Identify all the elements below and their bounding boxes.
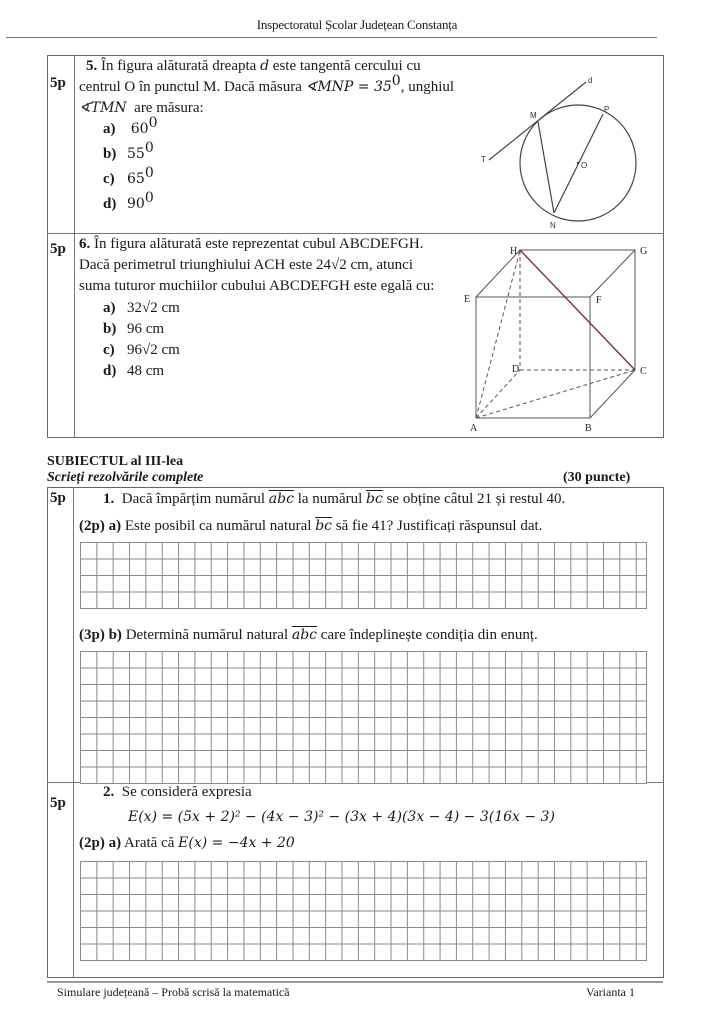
label-M: M	[530, 111, 537, 120]
points-column-divider	[73, 487, 74, 978]
problem2-statement: 2. Se consideră expresia	[103, 784, 252, 800]
item5-line3: ∢TMN are măsura:	[79, 100, 204, 116]
item6-line1: 6. În figura alăturată este reprezentat cubul ABCDEFGH.	[79, 236, 424, 252]
item5-line1: 5. În figura alăturată dreapta d este tangentă cercului cu	[86, 58, 421, 74]
circle-tangent-figure	[460, 60, 640, 235]
footer-exam-name: Simulare județeană – Probă scrisă la matematică	[57, 985, 290, 999]
answer-grid-2a[interactable]	[80, 861, 647, 961]
option-a[interactable]: a) 32√2 cm	[103, 300, 180, 316]
label-O: O	[581, 161, 588, 170]
cube-figure	[460, 235, 660, 435]
center-O	[577, 162, 579, 164]
tangent-line-d	[489, 82, 586, 160]
problem2-part-a: (2p) a) Arată că E(x) = −4x + 20	[79, 835, 295, 851]
label-E: E	[464, 294, 471, 305]
problem1-part-a: (2p) a) Este posibil ca numărul natural $\overline{bc}$ să fie 41? Justificați răspunsul dat.	[79, 518, 543, 534]
subject3-subtitle: Scrieți rezolvările complete	[47, 470, 204, 485]
label-C: C	[640, 366, 647, 377]
label-F: F	[596, 295, 602, 306]
footer-variant: Varianta 1	[586, 985, 635, 999]
problem1-statement: 1. Dacă împărțim numărul $\overline{abc}$ la numărul $\overline{bc}$ se obține câtul 21 și restul 40.	[103, 491, 566, 507]
item6-points: 5p	[50, 241, 66, 257]
option-b[interactable]: b) 96 cm	[103, 321, 165, 337]
item5-points: 5p	[50, 75, 66, 91]
item6-line2: Dacă perimetrul triunghiului ACH este 24√2 cm, atunci	[79, 257, 413, 273]
label-B: B	[585, 423, 592, 434]
points-column-divider	[74, 55, 75, 438]
item5-options	[103, 115, 158, 218]
problem2-points: 5p	[50, 795, 66, 811]
label-H: H	[510, 246, 518, 257]
diag-AH	[476, 250, 520, 418]
subject3-title: SUBIECTUL al III-lea	[47, 454, 184, 469]
diag-AC	[476, 370, 635, 418]
option-d[interactable]: d) 48 cm	[103, 363, 165, 379]
problem1-points: 5p	[50, 490, 66, 506]
label-N: N	[550, 221, 556, 230]
footer-divider	[47, 981, 663, 983]
header-divider	[6, 37, 657, 38]
label-D: D	[512, 364, 520, 375]
item6-options	[103, 297, 180, 381]
label-T: T	[481, 155, 486, 164]
label-G: G	[640, 246, 648, 257]
top-face	[476, 250, 635, 297]
label-A: A	[470, 423, 478, 434]
chord-MN	[538, 122, 554, 213]
option-c[interactable]: c) $65^0$	[103, 165, 154, 187]
problem2-expression: E(x) = (5x + 2)² − (4x − 3)² − (3x + 4)(3x − 4) − 3(16x − 3)	[128, 809, 555, 825]
problem2-number: 2.	[103, 784, 115, 800]
option-c[interactable]: c) 96√2 cm	[103, 342, 180, 358]
item5-line2: centrul O în punctul M. Dacă măsura ∢MNP = $35^0$, unghiul	[79, 73, 455, 95]
label-d: d	[588, 76, 593, 85]
label-P: P	[604, 105, 610, 114]
option-d[interactable]: d) $90^0$	[103, 190, 154, 212]
answer-grid-1a[interactable]	[80, 542, 647, 609]
page-header-title: Inspectoratul Școlar Județean Constanța	[256, 17, 458, 32]
item5-number: 5.	[86, 58, 98, 74]
problem1-number: 1.	[103, 491, 115, 507]
subject3-total-points: (30 puncte)	[563, 470, 631, 485]
item6-line3: suma tuturor muchiilor cubului ABCDEFGH este egală cu:	[79, 278, 435, 294]
item6-number: 6.	[79, 236, 91, 252]
problem1-part-b: (3p) b) Determină numărul natural $\overline{abc}$ care îndeplinește condiția din enunț.	[79, 627, 538, 643]
answer-grid-1b[interactable]	[80, 651, 647, 784]
option-a[interactable]: a) $60^0$	[103, 115, 158, 137]
option-b[interactable]: b) $55^0$	[103, 140, 154, 162]
